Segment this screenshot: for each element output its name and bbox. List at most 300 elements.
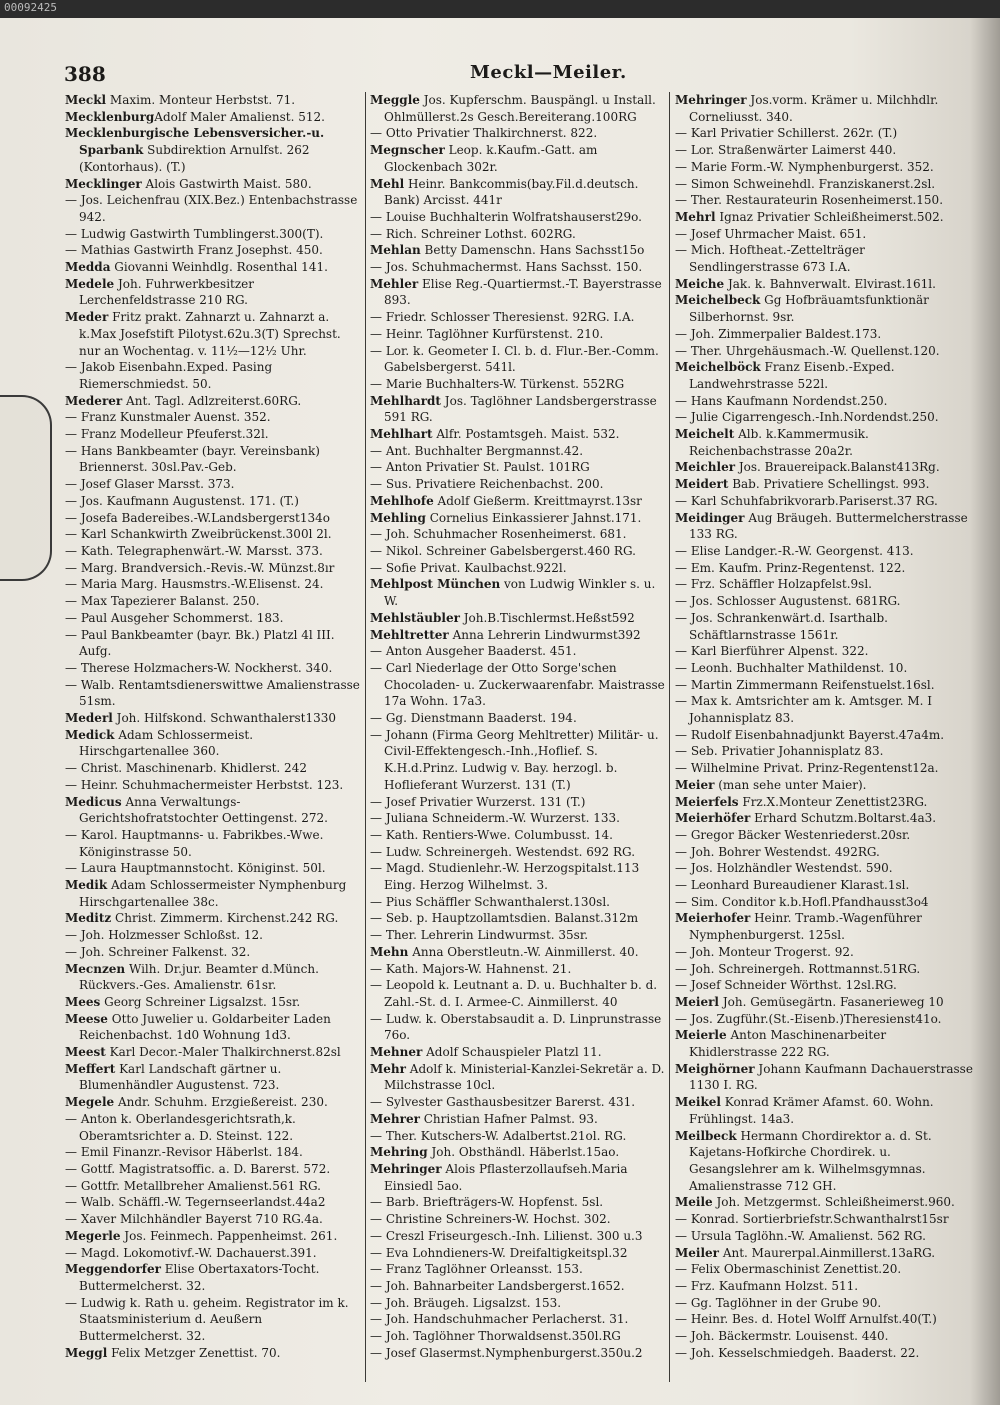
directory-entry bbox=[675, 977, 975, 994]
directory-entry bbox=[65, 593, 365, 610]
entry-details: — Sus. Privatiere Reichenbachst. 200. bbox=[370, 477, 604, 492]
directory-entry bbox=[675, 794, 975, 811]
binder-tab bbox=[0, 395, 52, 581]
entry-surname: Mehling bbox=[370, 510, 426, 525]
entry-details: — Franz Taglöhner Orleansst. 153. bbox=[370, 1262, 583, 1277]
directory-entry bbox=[370, 209, 670, 226]
directory-entry bbox=[370, 1111, 670, 1128]
directory-entry bbox=[65, 409, 365, 426]
scan-id: 00092425 bbox=[4, 1, 57, 14]
entry-details: Felix Metzger Zenettist. 70. bbox=[107, 1345, 281, 1360]
directory-entry bbox=[675, 1211, 975, 1228]
directory-entry bbox=[65, 1345, 365, 1362]
entry-surname: Meggle bbox=[370, 93, 420, 107]
entry-details: — Joh. Bahnarbeiter Landsbergerst.1652. bbox=[370, 1278, 625, 1293]
entry-details: Anna Lehrerin Lindwurmst392 bbox=[448, 627, 641, 642]
directory-entry bbox=[675, 844, 975, 861]
directory-entry bbox=[370, 242, 670, 259]
directory-entry bbox=[65, 1111, 365, 1144]
entry-surname: Medda bbox=[65, 260, 111, 275]
entry-details: — Josef Uhrmacher Maist. 651. bbox=[675, 226, 867, 241]
entry-surname: Mehlan bbox=[370, 243, 421, 258]
entry-details: — Joh. Schuhmacher Rosenheimerst. 681. bbox=[370, 527, 627, 542]
entry-details: Andr. Schuhm. Erzgießereist. 230. bbox=[114, 1095, 328, 1110]
directory-entry bbox=[675, 1228, 975, 1245]
entry-details: — Pius Schäffler Schwanthalerst.130sl. bbox=[370, 894, 610, 909]
directory-entry bbox=[675, 326, 975, 343]
entry-details: — Max Tapezierer Balanst. 250. bbox=[65, 594, 260, 609]
entry-details: — Joh. Kesselschmiedgeh. Baaderst. 22. bbox=[675, 1345, 920, 1360]
directory-entry bbox=[65, 1295, 365, 1345]
entry-details: — Carl Niederlage der Otto Sorge'schen Chocoladen- u. Zuckerwaarenfabr. Maistrasse 17a Wohn. 17a3. bbox=[370, 660, 669, 709]
directory-entry bbox=[65, 1161, 365, 1178]
directory-entry bbox=[370, 1228, 670, 1245]
entry-details: — Jos. Leichenfrau (XIX.Bez.) Entenbachstrasse 942. bbox=[65, 193, 362, 224]
entry-surname: Meier bbox=[675, 777, 715, 792]
entry-details: — Kath. Majors-W. Hahnenst. 21. bbox=[370, 961, 572, 976]
directory-entry bbox=[65, 259, 365, 276]
entry-details: — Ludwig Gastwirth Tumblingerst.300(T). bbox=[65, 226, 324, 241]
entry-surname: Meierhofer bbox=[675, 911, 751, 926]
entry-surname: Mehlhofe bbox=[370, 493, 434, 508]
directory-entry bbox=[65, 710, 365, 727]
directory-entry bbox=[370, 844, 670, 861]
directory-entry bbox=[65, 1094, 365, 1111]
entry-details: Johann Kaufmann Dachauerstrasse 1130 I. RG. bbox=[689, 1061, 977, 1093]
entry-details: — Hans Bankbeamter (bayr. Vereinsbank) Briennerst. 30sl.Pav.-Geb. bbox=[65, 443, 324, 475]
directory-entry bbox=[675, 810, 975, 827]
directory-entry bbox=[370, 226, 670, 243]
entry-details: — Ludw. k. Oberstabsaudit a. D. Linprunstrasse 76o. bbox=[370, 1011, 666, 1043]
directory-entry bbox=[370, 526, 670, 543]
entry-details: — Ther. Lehrerin Lindwurmst. 35sr. bbox=[370, 928, 589, 943]
entry-details: Adam Schlossermeister Nymphenburg Hirschgartenallee 38c. bbox=[79, 878, 351, 909]
entry-surname: Medick bbox=[65, 727, 115, 742]
directory-entry bbox=[370, 810, 670, 827]
entry-details: — Friedr. Schlosser Theresienst. 92RG. I.A. bbox=[370, 310, 635, 325]
entry-details: Konrad Krämer Afamst. 60. Wohn. Frühlingst. 14a3. bbox=[689, 1095, 938, 1126]
entry-details: — Walb. Schäffl.-W. Tegernseerlandst.44a2 bbox=[65, 1195, 326, 1210]
entry-details: — Jos. Schuhmachermst. Hans Sachsst. 150. bbox=[370, 260, 643, 275]
directory-entry bbox=[370, 393, 670, 426]
entry-details: Jak. k. Bahnverwalt. Elvirast.161l. bbox=[724, 276, 936, 291]
entry-details: — Joh. Monteur Trogerst. 92. bbox=[675, 944, 854, 959]
entry-surname: Mecklenburg bbox=[65, 109, 155, 124]
entry-details: — Johann (Firma Georg Mehltretter) Militär- u. Civil-Effektengesch.-Inh.,Hoflief. S. K.H.d.Prinz. Ludwig v. Bay. herzogl. b. Hoflieferant Wurzerst. 131 (T.) bbox=[370, 727, 663, 792]
entry-details: — Konrad. Sortierbriefstr.Schwanthalrst15sr bbox=[675, 1212, 949, 1227]
directory-entry bbox=[370, 543, 670, 560]
directory-entry bbox=[65, 192, 365, 225]
entry-details: Alfr. Postamtsgeh. Maist. 532. bbox=[432, 427, 620, 442]
directory-entry bbox=[370, 727, 670, 794]
directory-entry bbox=[675, 910, 975, 943]
directory-entry bbox=[675, 92, 975, 125]
entry-details: — Wilhelmine Privat. Prinz-Regentenst12a. bbox=[675, 761, 939, 776]
directory-entry bbox=[675, 1061, 975, 1094]
entry-details: — Karl Schankwirth Zweibrückenst.300l 2l. bbox=[65, 527, 332, 542]
entry-details: Cornelius Einkassierer Jahnst.171. bbox=[425, 510, 642, 525]
entry-details: — Ursula Taglöhn.-W. Amalienst. 562 RG. bbox=[675, 1228, 926, 1243]
entry-surname: Meditz bbox=[65, 911, 112, 926]
entry-details: — Anton Ausgeher Baaderst. 451. bbox=[370, 644, 577, 659]
directory-entry bbox=[65, 1011, 365, 1044]
entry-surname: Mederer bbox=[65, 393, 123, 408]
entry-details: — Jos. Schlosser Augustenst. 681RG. bbox=[675, 594, 901, 609]
entry-surname: Megele bbox=[65, 1095, 115, 1110]
entry-surname: Meidert bbox=[675, 477, 729, 492]
scan-id-strip bbox=[0, 0, 1000, 18]
entry-surname: Meggl bbox=[65, 1345, 108, 1360]
entry-details: — Heinr. Bes. d. Hotel Wolff Arnulfst.40(T.) bbox=[675, 1312, 937, 1327]
entry-surname: Meder bbox=[65, 310, 109, 325]
directory-entry bbox=[675, 1328, 975, 1345]
entry-details: — Gg. Taglöhner in der Grube 90. bbox=[675, 1295, 882, 1310]
directory-entry bbox=[370, 643, 670, 660]
directory-entry bbox=[675, 159, 975, 176]
entry-details: — Rich. Schreiner Lothst. 602RG. bbox=[370, 226, 576, 241]
directory-entry bbox=[675, 409, 975, 426]
entry-surname: Meichelt bbox=[675, 427, 735, 442]
entry-details: — Heinr. Schuhmachermeister Herbstst. 123. bbox=[65, 777, 344, 792]
directory-entry bbox=[370, 1194, 670, 1211]
directory-entry bbox=[675, 1261, 975, 1278]
directory-entry bbox=[370, 576, 670, 609]
directory-entry bbox=[370, 1295, 670, 1312]
entry-details: — Rudolf Eisenbahnadjunkt Bayerst.47a4m. bbox=[675, 727, 945, 742]
column-1 bbox=[65, 92, 365, 1361]
entry-details: Joh. Metzgermst. Schleißheimerst.960. bbox=[712, 1195, 955, 1210]
entry-details: — Joh. Zimmerpalier Baldest.173. bbox=[675, 326, 882, 341]
directory-entry bbox=[675, 142, 975, 159]
entry-details: — Gottfr. Metallbreher Amalienst.561 RG. bbox=[65, 1178, 321, 1193]
directory-entry bbox=[65, 125, 365, 175]
entry-details: — Laura Hauptmannstocht. Königinst. 50l. bbox=[65, 861, 326, 876]
entry-details: — Sylvester Gasthausbesitzer Barerst. 431. bbox=[370, 1095, 636, 1110]
entry-details: — Seb. Privatier Johannisplatz 83. bbox=[675, 744, 884, 759]
entry-details: — Karl Bierführer Alpenst. 322. bbox=[675, 644, 869, 659]
directory-entry bbox=[65, 660, 365, 677]
entry-details: — Jakob Eisenbahn.Exped. Pasing Riemerschmiedst. 50. bbox=[65, 360, 277, 391]
entry-details: — Christ. Maschinenarb. Khidlerst. 242 bbox=[65, 761, 307, 776]
entry-details: Christian Hafner Palmst. 93. bbox=[419, 1111, 598, 1126]
directory-entry bbox=[675, 1278, 975, 1295]
directory-entry bbox=[370, 476, 670, 493]
entry-surname: Meese bbox=[65, 1011, 108, 1026]
entry-details: (man sehe unter Maier). bbox=[714, 777, 867, 792]
directory-entry bbox=[370, 376, 670, 393]
entry-details: — Gottf. Magistratsoffic. a. D. Barerst. 572. bbox=[65, 1162, 331, 1176]
entry-details: — Therese Holzmachers-W. Nockherst. 340. bbox=[65, 660, 333, 675]
entry-surname: Mehringer bbox=[370, 1162, 442, 1176]
entry-details: — Karol. Hauptmanns- u. Fabrikbes.-Wwe. Königinstrasse 50. bbox=[65, 827, 328, 859]
entry-details: — Simon Schweinehdl. Franziskanerst.2sl. bbox=[675, 176, 936, 191]
directory-entry bbox=[65, 1228, 365, 1245]
entry-surname: Meierl bbox=[675, 994, 719, 1009]
entry-details: Subdirektion Arnulfst. 262 (Kontorhaus). (T.) bbox=[79, 143, 314, 174]
directory-entry bbox=[675, 1094, 975, 1127]
entry-details: — Joh. Taglöhner Thorwaldsenst.350l.RG bbox=[370, 1329, 621, 1344]
directory-entry bbox=[370, 1245, 670, 1262]
directory-entry bbox=[65, 994, 365, 1011]
directory-entry bbox=[675, 1011, 975, 1028]
directory-entry bbox=[675, 292, 975, 325]
entry-details: Adam Schlossermeist. Hirschgartenallee 360. bbox=[79, 727, 257, 759]
entry-surname: Mehler bbox=[370, 276, 419, 291]
entry-details: — Martin Zimmermann Reifenstuelst.16sl. bbox=[675, 677, 935, 692]
entry-details: Joh. Gemüsegärtn. Fasanerieweg 10 bbox=[719, 994, 944, 1009]
entry-details: — Ludwig k. Rath u. geheim. Registrator im k. Staatsministerium d. Aeußern Buttermelcherst. 32. bbox=[65, 1295, 353, 1344]
entry-details: — Marie Buchhalters-W. Türkenst. 552RG bbox=[370, 376, 625, 391]
entry-details: — Jos. Kaufmann Augustenst. 171. (T.) bbox=[65, 493, 299, 508]
entry-details: — Josef Schneider Wörthst. 12sl.RG. bbox=[675, 978, 897, 993]
entry-details: — Hans Kaufmann Nordendst.250. bbox=[675, 393, 888, 408]
directory-entry bbox=[65, 109, 365, 126]
entry-details: Adolf Gießerm. Kreittmayrst.13sr bbox=[433, 493, 642, 508]
entry-surname: Meichler bbox=[675, 460, 736, 475]
entry-details: Christ. Zimmerm. Kirchenst.242 RG. bbox=[111, 911, 339, 926]
directory-entry bbox=[675, 727, 975, 744]
entry-surname: Meiler bbox=[675, 1245, 719, 1260]
entry-details: — Xaver Milchhändler Bayerst 710 RG.4a. bbox=[65, 1212, 323, 1227]
directory-entry bbox=[370, 610, 670, 627]
entry-details: Adolf k. Ministerial-Kanzlei-Sekretär a. D. Milchstrasse 10cl. bbox=[384, 1061, 669, 1093]
directory-entry bbox=[675, 1295, 975, 1312]
entry-details: Heinr. Bankcommis(bay.Fil.d.deutsch. Bank) Arcisst. 441r bbox=[384, 176, 643, 208]
entry-surname: Meierhöfer bbox=[675, 811, 751, 826]
entry-details: — Em. Kaufm. Prinz-Regentenst. 122. bbox=[675, 560, 906, 575]
directory-entry bbox=[675, 760, 975, 777]
directory-entry bbox=[370, 92, 670, 125]
directory-entry bbox=[675, 459, 975, 476]
entry-details: — Anton k. Oberlandesgerichtsrath,k. Oberamtsrichter a. D. Steinst. 122. bbox=[65, 1111, 300, 1143]
directory-entry bbox=[370, 977, 670, 1010]
directory-entry bbox=[370, 560, 670, 577]
directory-entry bbox=[370, 910, 670, 927]
directory-entry bbox=[65, 610, 365, 627]
entry-details: Jos.vorm. Krämer u. Milchhdlr. Corneliusst. 340. bbox=[689, 93, 943, 124]
directory-entry bbox=[675, 593, 975, 610]
entry-surname: Mehring bbox=[370, 1145, 428, 1160]
entry-details: — Nikol. Schreiner Gabelsbergerst.460 RG. bbox=[370, 543, 636, 558]
entry-details: Fritz prakt. Zahnarzt u. Zahnarzt a. k.Max Josefstift Pilotyst.62u.3(T) Sprechst. nur an Wochentag. v. 11½—12½ Uhr. bbox=[79, 310, 345, 358]
entry-details: Anna Oberstleutn.-W. Ainmillerst. 40. bbox=[408, 944, 639, 959]
entry-details: — Franz Kunstmaler Auenst. 352. bbox=[65, 410, 271, 425]
directory-entry bbox=[370, 1278, 670, 1295]
entry-details: — Joh. Handschuhmacher Perlacherst. 31. bbox=[370, 1312, 629, 1327]
entry-details: Anton Maschinenarbeiter Khidlerstrasse 222 RG. bbox=[689, 1028, 890, 1060]
entry-details: — Paul Bankbeamter (bayr. Bk.) Platzl 4l III. Aufg. bbox=[65, 627, 339, 659]
entry-surname: Mederl bbox=[65, 711, 113, 726]
entry-details: — Max k. Amtsrichter am k. Amtsger. M. I Johannisplatz 83. bbox=[675, 694, 936, 726]
entry-details: Hermann Chordirektor a. d. St. Kajetans-Hofkirche Chordirek. u. Gesangslehrer am k. Wilhelmsgymnas. Amalienstrasse 712 GH. bbox=[689, 1128, 936, 1193]
entry-details: Anna Verwaltungs-Gerichtshofratstochter Oettingenst. 272. bbox=[79, 794, 328, 826]
directory-entry bbox=[370, 493, 670, 510]
directory-entry bbox=[370, 1328, 670, 1345]
directory-entry bbox=[370, 1345, 670, 1362]
entry-surname: Mehringer bbox=[675, 93, 747, 107]
entry-details: Alois Pflasterzollaufseh.Maria Einsiedl 5ao. bbox=[384, 1162, 632, 1193]
directory-entry bbox=[370, 1094, 670, 1111]
directory-entry bbox=[370, 1311, 670, 1328]
directory-entry bbox=[675, 510, 975, 543]
entry-details: — Josef Glasermst.Nymphenburgerst.350u.2 bbox=[370, 1345, 643, 1360]
entry-details: Joh.B.Tischlermst.Heßst592 bbox=[459, 610, 635, 625]
directory-entry bbox=[65, 1245, 365, 1262]
directory-entry bbox=[65, 543, 365, 560]
directory-entry bbox=[65, 359, 365, 392]
entry-details: Erhard Schutzm.Boltarst.4a3. bbox=[750, 811, 937, 826]
entry-surname: Mecnzen bbox=[65, 961, 126, 976]
entry-details: — Josef Glaser Marsst. 373. bbox=[65, 477, 235, 492]
entry-details: — Frz. Kaufmann Holzst. 511. bbox=[675, 1278, 859, 1293]
entry-details: Joh. Obsthändl. Häberlst.15ao. bbox=[427, 1145, 620, 1160]
entry-details: — Joh. Holzmesser Schloßst. 12. bbox=[65, 928, 263, 943]
entry-details: — Eva Lohndieners-W. Dreifaltigkeitspl.32 bbox=[370, 1245, 628, 1260]
entry-details: Jos. Kupferschm. Bauspängl. u Install. Ohlmüllerst.2s Gesch.Bereiterang.100RG bbox=[384, 93, 660, 124]
entry-details: Georg Schreiner Ligsalzst. 15sr. bbox=[100, 994, 301, 1009]
entry-details: Karl Landschaft gärtner u. Blumenhändler Augustenst. 723. bbox=[79, 1061, 286, 1093]
directory-entry bbox=[65, 1261, 365, 1294]
page-number: 388 bbox=[64, 62, 106, 86]
directory-entry bbox=[65, 877, 365, 910]
directory-entry bbox=[65, 560, 365, 577]
entry-details: — Felix Obermaschinist Zenettist.20. bbox=[675, 1262, 902, 1277]
entry-surname: Mees bbox=[65, 994, 101, 1009]
directory-entry bbox=[675, 660, 975, 677]
entry-details: — Kath. Rentiers-Wwe. Columbusst. 14. bbox=[370, 827, 613, 842]
directory-entry bbox=[370, 426, 670, 443]
entry-surname: Meiche bbox=[675, 276, 725, 291]
directory-entry bbox=[675, 176, 975, 193]
directory-entry bbox=[675, 1027, 975, 1060]
directory-entry bbox=[675, 276, 975, 293]
entry-surname: Meidinger bbox=[675, 510, 745, 525]
entry-details: Karl Decor.-Maler Thalkirchnerst.82sl bbox=[105, 1045, 341, 1060]
entry-surname: Mehner bbox=[370, 1045, 423, 1060]
directory-entry bbox=[675, 192, 975, 209]
column-3 bbox=[675, 92, 975, 1361]
entry-surname: Meile bbox=[675, 1195, 713, 1210]
directory-entry bbox=[370, 1211, 670, 1228]
directory-entry bbox=[370, 510, 670, 527]
directory-entry bbox=[65, 1211, 365, 1228]
entry-surname: Mehlpost München bbox=[370, 577, 501, 592]
directory-entry bbox=[675, 242, 975, 275]
entry-details: — Heinr. Taglöhner Kurfürstenst. 210. bbox=[370, 326, 604, 341]
directory-entry bbox=[65, 777, 365, 794]
entry-details: Jos. Brauereipack.Balanst413Rg. bbox=[735, 460, 940, 475]
entry-surname: Meighörner bbox=[675, 1061, 755, 1076]
directory-entry bbox=[65, 1044, 365, 1061]
directory-entry bbox=[370, 443, 670, 460]
entry-details: Adolf Schauspieler Platzl 11. bbox=[422, 1045, 602, 1060]
entry-details: — Elise Landger.-R.-W. Georgenst. 413. bbox=[675, 543, 914, 558]
directory-entry bbox=[675, 610, 975, 643]
entry-details: — Joh. Bäckermstr. Louisenst. 440. bbox=[675, 1329, 889, 1344]
entry-details: Joh. Hilfskond. Schwanthalerst1330 bbox=[112, 711, 337, 726]
entry-surname: Mehlstäubler bbox=[370, 610, 460, 625]
entry-details: — Joh. Schreinergeh. Rottmannst.51RG. bbox=[675, 961, 921, 976]
entry-details: — Karl Schuhfabrikvorarb.Pariserst.37 RG. bbox=[675, 493, 938, 508]
directory-entry bbox=[65, 860, 365, 877]
entry-details: — Barb. Briefträgers-W. Hopfenst. 5sl. bbox=[370, 1195, 604, 1210]
entry-details: Alois Gastwirth Maist. 580. bbox=[141, 176, 312, 191]
directory-entry bbox=[65, 910, 365, 927]
entry-details: Alb. k.Kammermusik. Reichenbachstrasse 20a2r. bbox=[689, 427, 873, 458]
entry-details: — Joh. Bräugeh. Ligsalzst. 153. bbox=[370, 1295, 562, 1310]
directory-entry bbox=[65, 493, 365, 510]
running-head: Meckl—Meiler. bbox=[470, 62, 627, 83]
entry-surname: Meilbeck bbox=[675, 1128, 737, 1143]
directory-entry bbox=[370, 459, 670, 476]
entry-details: Adolf Maler Amalienst. 512. bbox=[154, 109, 325, 124]
directory-entry bbox=[65, 276, 365, 309]
entry-details: — Maria Marg. Hausmstrs.-W.Elisenst. 24. bbox=[65, 577, 324, 592]
directory-entry bbox=[675, 476, 975, 493]
directory-entry bbox=[65, 627, 365, 660]
directory-entry bbox=[675, 860, 975, 877]
directory-entry bbox=[675, 827, 975, 844]
entry-details: — Ther. Restaurateurin Rosenheimerst.150. bbox=[675, 193, 944, 208]
directory-entry bbox=[370, 309, 670, 326]
entry-details: — Ther. Uhrgehäusmach.-W. Quellenst.120. bbox=[675, 343, 940, 358]
entry-details: — Seb. p. Hauptzollamtsdien. Balanst.312m bbox=[370, 911, 639, 926]
entry-surname: Mehltretter bbox=[370, 627, 449, 642]
entry-details: — Ludw. Schreinergeh. Westendst. 692 RG. bbox=[370, 844, 636, 859]
directory-entry bbox=[675, 1245, 975, 1262]
entry-details: — Jos. Zugführ.(St.-Eisenb.)Theresienst41o. bbox=[675, 1011, 942, 1026]
entry-details: — Lor. k. Geometer I. Cl. b. d. Flur.-Ber.-Comm. Gabelsbergerst. 541l. bbox=[370, 343, 663, 375]
entry-surname: Meckl bbox=[65, 93, 107, 107]
entry-details: — Leonh. Buchhalter Mathildenst. 10. bbox=[675, 660, 908, 675]
entry-details: — Paul Ausgeher Schommerst. 183. bbox=[65, 610, 284, 625]
entry-details: — Marie Form.-W. Nymphenburgerst. 352. bbox=[675, 159, 934, 174]
directory-entry bbox=[65, 309, 365, 359]
entry-details: — Juliana Schneiderm.-W. Wurzerst. 133. bbox=[370, 811, 620, 826]
entry-details: Wilh. Dr.jur. Beamter d.Münch. Rückvers.-Ges. Amalienstr. 61sr. bbox=[79, 961, 323, 993]
directory-entry bbox=[675, 1194, 975, 1211]
entry-surname: Meggendorfer bbox=[65, 1262, 161, 1277]
directory-entry bbox=[675, 1345, 975, 1362]
entry-surname: Mecklinger bbox=[65, 176, 142, 191]
directory-entry bbox=[370, 276, 670, 309]
directory-entry bbox=[370, 1044, 670, 1061]
directory-entry bbox=[675, 677, 975, 694]
entry-details: — Christine Schreiners-W. Hochst. 302. bbox=[370, 1212, 611, 1227]
directory-entry bbox=[370, 927, 670, 944]
entry-details: — Magd. Lokomotivf.-W. Dachauerst.391. bbox=[65, 1245, 317, 1260]
entry-surname: Meierfels bbox=[675, 794, 739, 809]
directory-entry bbox=[370, 343, 670, 376]
entry-details: Franz Eisenb.-Exped. Landwehrstrasse 522l. bbox=[689, 360, 899, 391]
entry-details: — Marg. Brandversich.-Revis.-W. Münzst.8ır bbox=[65, 560, 335, 575]
entry-details: — Jos. Schrankenwärt.d. Isarthalb. Schäftlarnstrasse 1561r. bbox=[675, 610, 892, 642]
entry-details: Leop. k.Kaufm.-Gatt. am Glockenbach 302r. bbox=[384, 143, 602, 174]
directory-entry bbox=[675, 1128, 975, 1195]
entry-details: Gg Hofbräuamtsfunktionär Silberhornst. 9sr. bbox=[689, 293, 933, 325]
directory-entry bbox=[675, 944, 975, 961]
entry-surname: Mehl bbox=[370, 176, 405, 191]
entry-surname: Megerle bbox=[65, 1228, 121, 1243]
directory-entry bbox=[65, 226, 365, 243]
entry-surname: Mehlhart bbox=[370, 427, 433, 442]
directory-entry bbox=[65, 677, 365, 710]
entry-details: Maxim. Monteur Herbstst. 71. bbox=[106, 93, 296, 107]
directory-entry bbox=[370, 827, 670, 844]
directory-entry bbox=[65, 242, 365, 259]
directory-entry bbox=[675, 125, 975, 142]
directory-entry bbox=[370, 860, 670, 893]
